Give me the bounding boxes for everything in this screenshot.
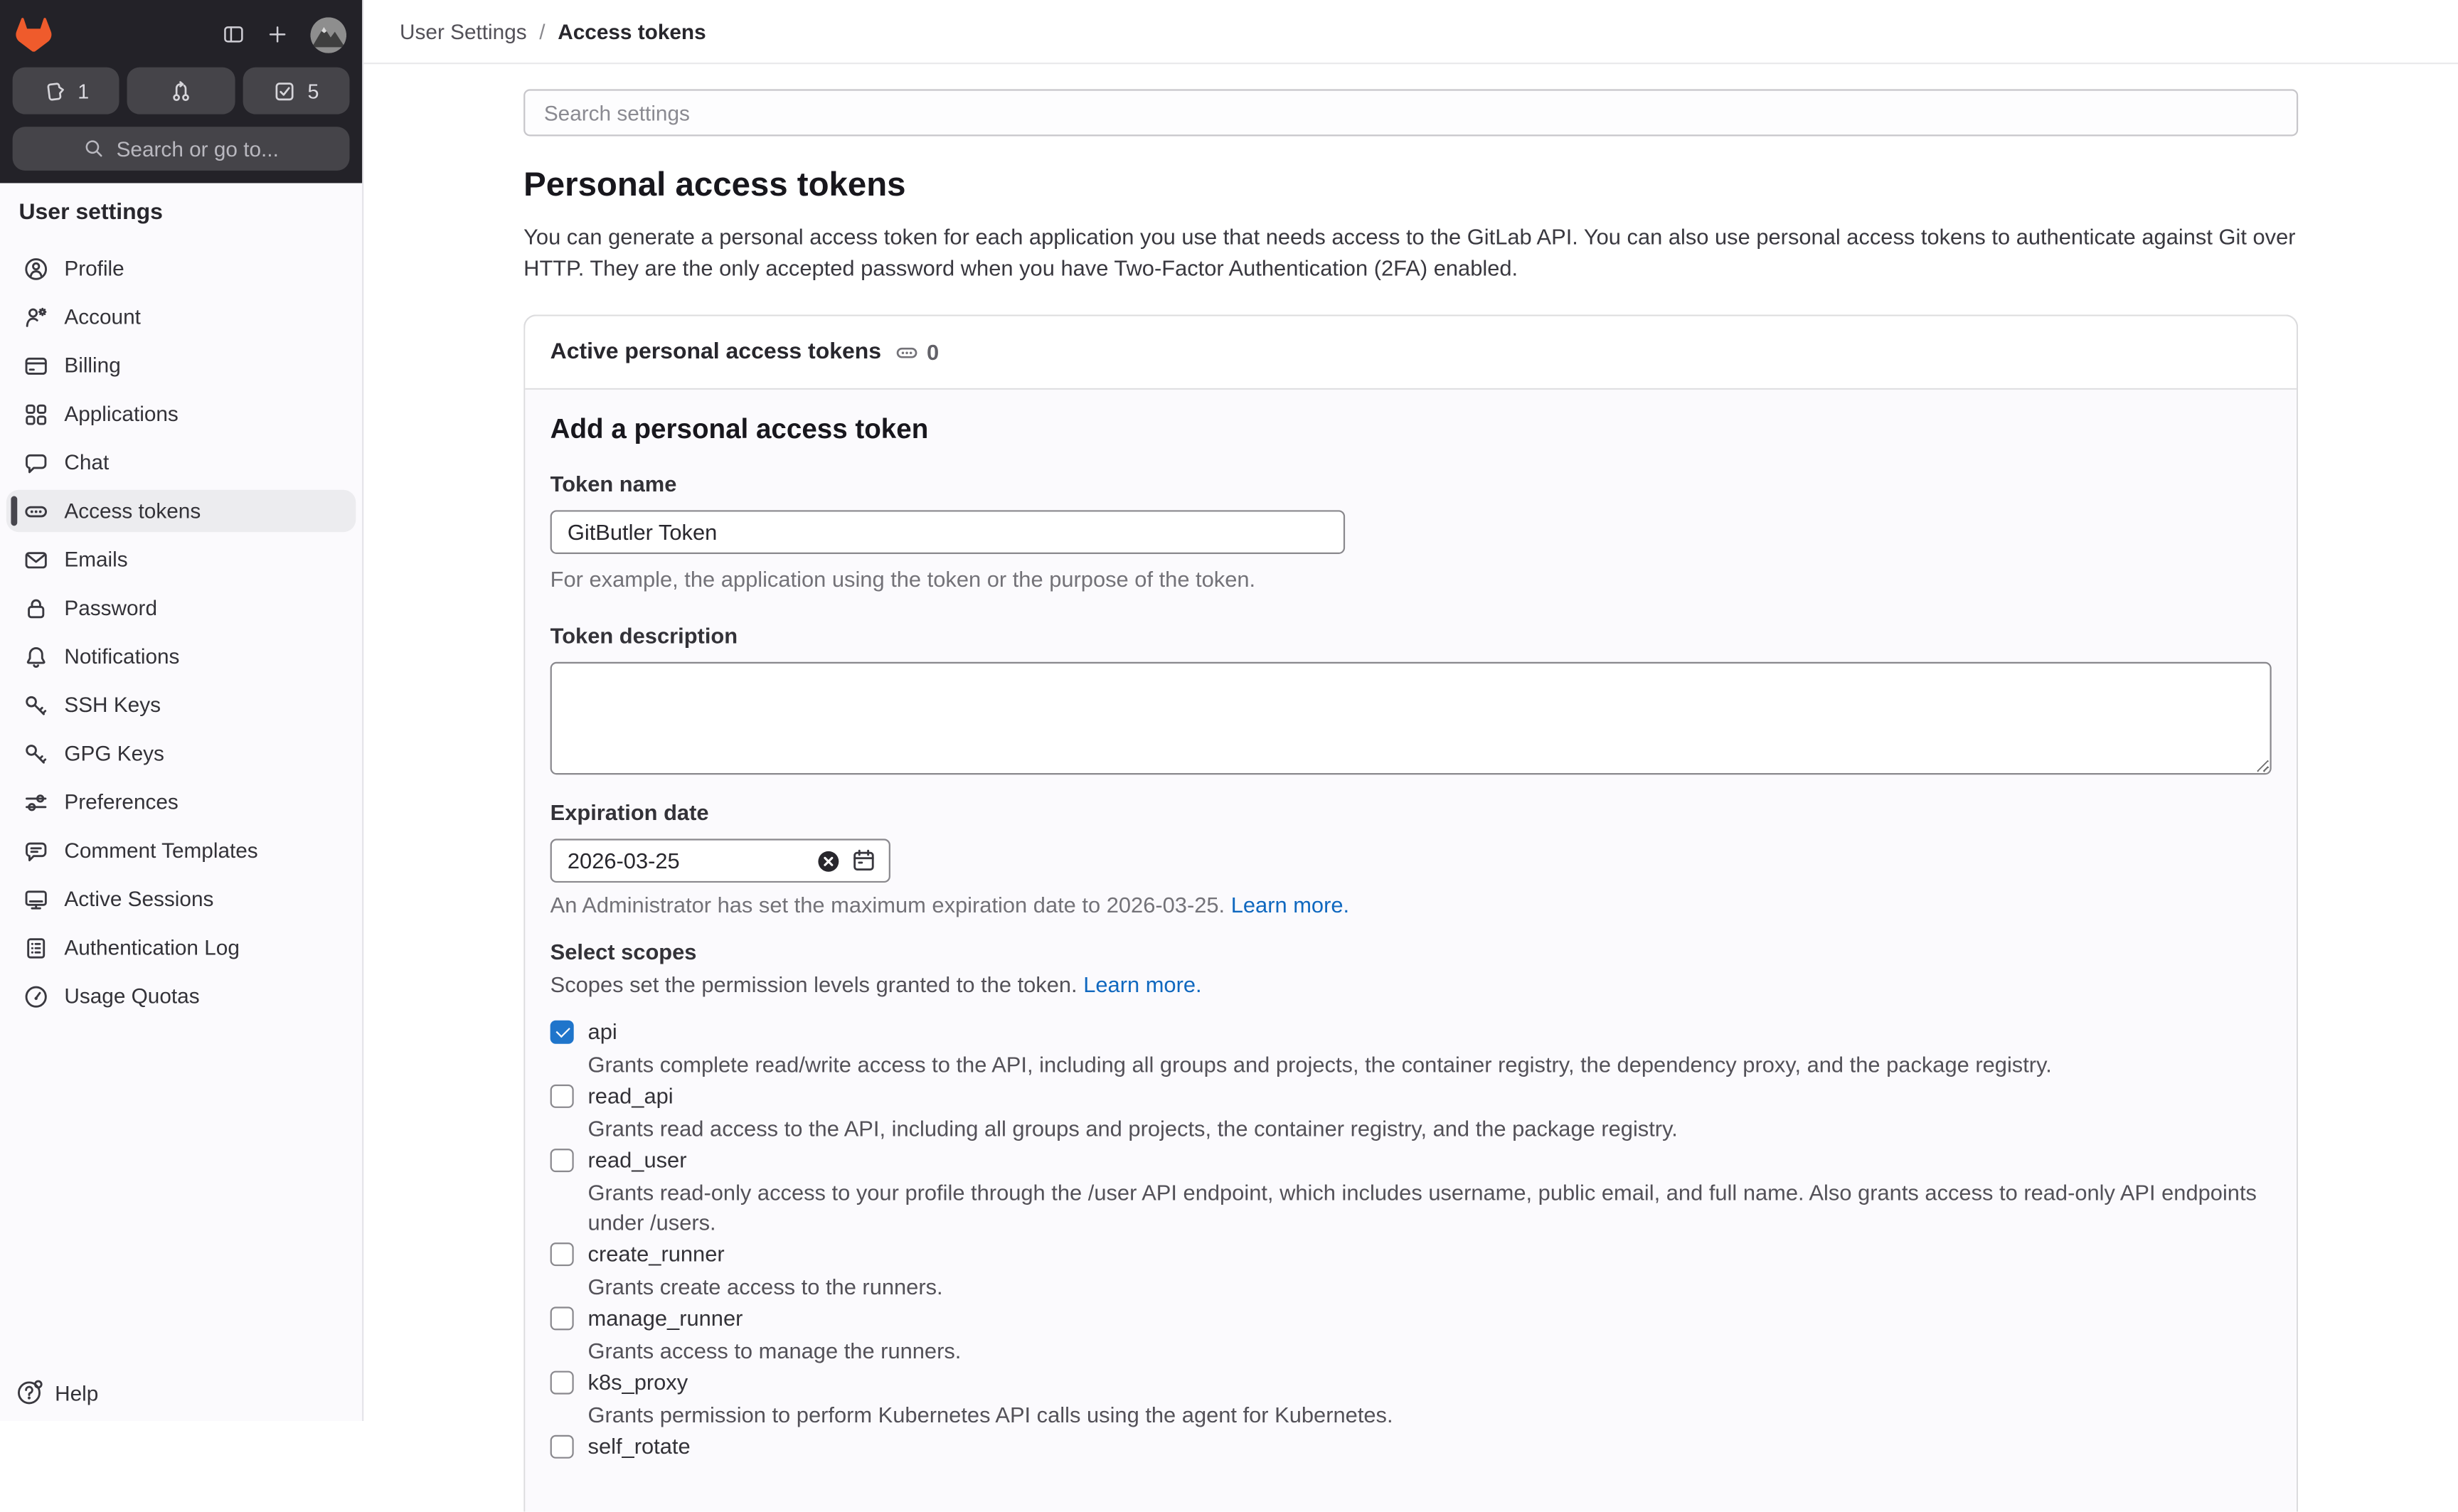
gauge-icon [23,984,48,1008]
scope-api [550,1018,2272,1080]
page-description: You can generate a personal access token for each application you use that needs access to the GitLab API. You can also use personal access tokens to authenticate against Git over HTTP. They are the only accepted password when you have Two-Factor Authentication (2FA) enabled. [523,223,2296,279]
expiration-help [550,892,2272,917]
sidebar-item-gpg-keys[interactable] [6,733,356,774]
help-label: Help [55,1380,99,1405]
token-count-value: 0 [926,339,940,365]
sidebar-nav [0,225,362,1017]
merge-requests-shortcut-button[interactable] [127,68,235,115]
scope-self-rotate [550,1434,2272,1459]
token-icon [895,341,919,364]
scope-k8s-proxy-checkbox[interactable] [550,1370,574,1393]
chat-icon [23,450,48,475]
search-icon [83,138,105,160]
plus-icon[interactable] [267,23,289,46]
help-icon [16,1379,44,1407]
scope-read-user-label[interactable]: read_user [587,1146,687,1173]
sidebar-item-label: Preferences [64,790,179,814]
sidebar-toggle-icon[interactable] [223,23,245,46]
sidebar-item-emails[interactable] [6,538,356,580]
global-search-button[interactable] [13,127,350,171]
sidebar-item-label: Comment Templates [64,838,258,863]
sidebar-item-label: Billing [64,353,121,378]
sidebar-item-label: Applications [64,402,179,426]
sidebar-item-label: Account [64,305,141,329]
sidebar-item-label: Emails [64,548,128,572]
todos-count: 5 [307,79,319,103]
select-scopes-label: Select scopes [550,939,697,964]
merge-request-icon [169,79,193,102]
password-icon [23,595,48,620]
scope-create-runner-description: Grants create access to the runners. [587,1274,943,1299]
main-area [363,0,2458,1459]
billing-icon [23,353,48,378]
scope-read-api-label[interactable]: read_api [587,1082,674,1108]
scope-k8s-proxy-label[interactable]: k8s_proxy [587,1369,688,1395]
active-tokens-title: Active personal access tokens [550,339,882,365]
sidebar-item-password[interactable] [6,587,356,629]
token-count-badge [895,339,939,364]
scope-create-runner-label[interactable]: create_runner [587,1240,725,1267]
comment-template-icon [23,838,48,863]
token-name-help: For example, the application using the token or the purpose of the token. [550,566,1256,592]
scope-k8s-proxy-description: Grants permission to perform Kubernetes API calls using the agent for Kubernetes. [587,1402,1393,1427]
scope-read-api-checkbox[interactable] [550,1084,574,1107]
scope-read-api [550,1083,2272,1144]
log-icon [23,935,48,960]
issues-shortcut-button[interactable] [13,68,120,115]
bell-icon [23,644,48,669]
scope-api-label[interactable]: api [587,1018,617,1044]
key-icon [23,741,48,766]
scope-self-rotate-checkbox[interactable] [550,1434,574,1458]
sidebar [0,0,363,1421]
issues-count: 1 [78,79,90,103]
breadcrumb [363,0,2458,64]
sidebar-item-label: SSH Keys [64,693,161,717]
expiration-help-text: An Administrator has set the maximum expiration date to 2026-03-25. [550,892,1225,917]
help-button[interactable] [16,1379,98,1407]
expiration-learn-more-link[interactable]: Learn more. [1230,892,1350,917]
applications-icon [23,401,48,426]
add-token-form [525,390,2297,1512]
sidebar-item-label: Notifications [64,644,180,669]
token-icon [23,499,48,523]
scope-read-user-description: Grants read-only access to your profile through the /user API endpoint, which includes username, public email, and full name. Also grants access to read-only API endpoints under /users. [587,1180,2257,1235]
scopes-learn-more-link[interactable]: Learn more. [1083,971,1202,997]
breadcrumb-current-page: Access tokens [558,19,706,43]
sidebar-item-authentication-log[interactable] [6,927,356,969]
scope-self-rotate-label[interactable]: self_rotate [587,1433,691,1459]
clear-date-icon[interactable] [816,849,840,873]
sidebar-item-label: Active Sessions [64,887,214,911]
sidebar-item-label: Usage Quotas [64,984,200,1008]
token-description-label: Token description [550,622,738,648]
scope-api-checkbox[interactable] [550,1020,574,1043]
form-heading: Add a personal access token [550,412,929,444]
profile-icon [23,256,48,281]
calendar-icon[interactable] [851,848,876,873]
sidebar-item-comment-templates[interactable] [6,829,356,871]
sidebar-item-label: Password [64,596,158,620]
scope-manage-runner-label[interactable]: manage_runner [587,1305,743,1331]
breadcrumb-separator: / [539,19,546,43]
key-icon [23,693,48,718]
sidebar-item-label: Chat [64,450,110,474]
sidebar-item-preferences[interactable] [6,781,356,823]
account-icon [23,304,48,329]
scopes-help [550,971,2272,996]
user-avatar[interactable] [310,16,346,53]
sidebar-item-chat[interactable] [6,442,356,484]
token-name-input[interactable] [550,510,1345,554]
token-name-label: Token name [550,471,677,496]
issues-icon [43,79,67,102]
sidebar-item-label: Authentication Log [64,935,240,959]
sliders-icon [23,789,48,814]
sidebar-item-access-tokens[interactable] [6,490,356,532]
sidebar-heading: User settings [18,200,163,225]
sidebar-item-label: Profile [64,256,124,280]
sidebar-item-ssh-keys[interactable] [6,684,356,726]
sidebar-item-profile[interactable] [6,247,356,289]
active-tokens-header [525,316,2297,389]
monitor-icon [23,887,48,912]
scope-read-api-description: Grants read access to the API, including all groups and projects, the container registry, and the package registry. [587,1115,1678,1141]
breadcrumb-user-settings[interactable]: User Settings [400,19,527,43]
todos-shortcut-button[interactable] [243,68,350,115]
sidebar-item-applications[interactable] [6,393,356,435]
access-tokens-card [523,314,2298,1511]
scope-read-user-checkbox[interactable] [550,1148,574,1171]
sidebar-dark-header [0,0,362,183]
sidebar-item-account[interactable] [6,296,356,338]
scope-manage-runner [550,1305,2272,1366]
settings-search-input[interactable] [523,89,2298,136]
expiration-date-label: Expiration date [550,799,709,825]
emails-icon [23,547,48,572]
sidebar-item-label: Access tokens [64,499,201,523]
expiration-date-field [550,838,890,883]
scopes-help-text: Scopes set the permission levels granted to the token. [550,971,1078,997]
scope-create-runner [550,1241,2272,1302]
sidebar-item-active-sessions[interactable] [6,878,356,920]
sidebar-item-notifications[interactable] [6,635,356,677]
todo-check-icon [273,79,297,102]
scope-manage-runner-checkbox[interactable] [550,1306,574,1329]
settings-content [523,89,2298,1511]
scope-create-runner-checkbox[interactable] [550,1242,574,1265]
token-description-input[interactable] [550,662,2272,774]
sidebar-item-billing[interactable] [6,344,356,386]
gitlab-logo-icon[interactable] [16,17,52,51]
scope-manage-runner-description: Grants access to manage the runners. [587,1338,962,1363]
scope-read-user [550,1147,2272,1238]
scope-api-description: Grants complete read/write access to the API, including all groups and projects, the container registry, the dependency proxy, and the package registry. [587,1051,2052,1077]
global-search-placeholder: Search or go to... [116,137,279,161]
scope-k8s-proxy [550,1369,2272,1430]
scopes-list [550,1018,2272,1458]
sidebar-item-usage-quotas[interactable] [6,975,356,1017]
sidebar-item-label: GPG Keys [64,742,164,766]
page-title: Personal access tokens [523,166,906,204]
